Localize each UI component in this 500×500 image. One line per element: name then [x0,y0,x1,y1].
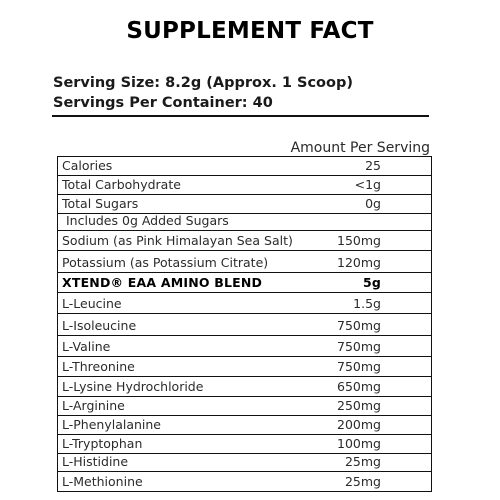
fact-value: 650mg [337,379,381,394]
page-title: SUPPLEMENT FACT [126,18,374,44]
fact-name: Sodium (as Pink Himalayan Sea Salt) [62,233,293,248]
fact-row-l-phenylalanine [58,416,431,435]
fact-name: L-Phenylalanine [62,417,161,432]
fact-value: 5g [362,275,381,290]
header-divider [52,115,429,117]
fact-row-l-methionine [58,472,431,491]
fact-value: 200mg [337,417,381,432]
fact-name: L-Lysine Hydrochloride [62,379,204,394]
fact-value: 25 [365,158,381,173]
fact-value: 1.5g [353,296,381,311]
fact-name: L-Isoleucine [62,318,137,333]
fact-row-sodium [58,231,431,251]
fact-row-l-tryptophan [58,435,431,454]
amount-per-serving-header: Amount Per Serving [290,140,430,156]
fact-name: Includes 0g Added Sugars [66,213,229,228]
fact-value: 100mg [337,436,381,451]
fact-value: 25mg [344,474,381,489]
fact-value: 250mg [337,398,381,413]
fact-name: L-Histidine [62,454,129,469]
fact-name: XTEND® EAA AMINO BLEND [62,275,263,290]
fact-value: 120mg [337,255,381,270]
fact-value: 0g [365,196,381,211]
fact-row-added-sugars [58,214,431,231]
fact-row-l-valine [58,336,431,357]
fact-row-l-threonine [58,357,431,377]
fact-row-total-carbohydrate [58,176,431,195]
fact-name: L-Tryptophan [62,436,143,451]
fact-value: 150mg [337,233,381,248]
serving-size: Serving Size: 8.2g (Approx. 1 Scoop) [53,75,353,91]
fact-value: 750mg [337,318,381,333]
fact-row-amino-blend [58,273,431,293]
fact-name: L-Leucine [62,296,122,311]
fact-value: 750mg [337,339,381,354]
fact-name: L-Valine [62,339,111,354]
fact-name: Potassium (as Potassium Citrate) [62,255,269,270]
fact-row-potassium [58,251,431,273]
fact-row-l-lysine [58,377,431,397]
servings-per-container: Servings Per Container: 40 [53,95,273,111]
fact-value: <1g [354,177,381,192]
fact-name: L-Threonine [62,359,135,374]
fact-row-l-arginine [58,397,431,416]
fact-row-l-histidine [58,454,431,472]
fact-name: L-Arginine [62,398,125,413]
fact-value: 25mg [344,454,381,469]
fact-row-l-isoleucine [58,314,431,336]
fact-name: Total Carbohydrate [62,177,181,192]
fact-value: 750mg [337,359,381,374]
fact-name: L-Methionine [62,474,143,489]
fact-row-calories [58,157,431,176]
facts-table [57,156,432,492]
fact-name: Total Sugars [62,196,139,211]
fact-name: Calories [62,158,113,173]
fact-row-total-sugars [58,195,431,214]
fact-row-l-leucine [58,293,431,314]
